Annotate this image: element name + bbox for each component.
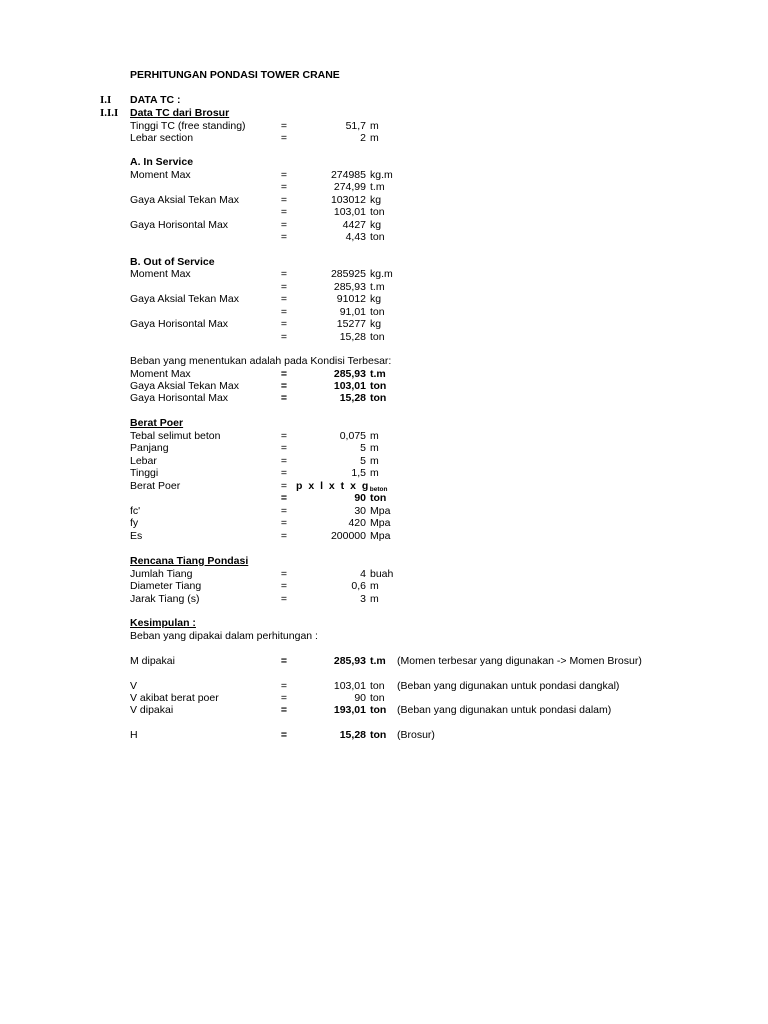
row-value: 420 — [348, 517, 366, 529]
row-value: 51,7 — [345, 120, 366, 132]
section-header — [0, 94, 768, 107]
row-unit: m — [370, 593, 379, 605]
row-label: Lebar section — [130, 132, 194, 144]
row-value: 15,28 — [339, 729, 366, 741]
data-row — [0, 331, 768, 344]
row-unit: t.m — [370, 281, 385, 293]
row-unit: t.m — [370, 181, 385, 193]
equals-sign: = — [280, 692, 288, 704]
row-label: Tinggi TC (free standing) — [130, 120, 246, 132]
document-title: PERHITUNGAN PONDASI TOWER CRANE — [130, 69, 340, 81]
data-row — [0, 593, 768, 606]
data-row — [0, 517, 768, 530]
in-service-heading: A. In Service — [130, 156, 194, 168]
row-value: 103,01 — [333, 380, 366, 392]
equals-sign: = — [280, 729, 288, 741]
row-unit: m — [370, 455, 379, 467]
row-label: Gaya Horisontal Max — [130, 219, 229, 231]
row-value: 2 — [360, 132, 366, 144]
data-row — [0, 181, 768, 194]
row-value: 90 — [354, 692, 366, 704]
row-unit: t.m — [370, 655, 386, 667]
row-unit: kg.m — [370, 169, 393, 181]
equals-sign: = — [280, 680, 288, 692]
row-value: 15277 — [336, 318, 366, 330]
data-row — [0, 467, 768, 480]
row-value: 90 — [354, 492, 366, 504]
terbesar-intro: Beban yang menentukan adalah pada Kondisi Terbesar: — [130, 355, 392, 367]
row-value: 285925 — [330, 268, 366, 280]
row-label: Moment Max — [130, 268, 191, 280]
row-value: 15,28 — [339, 331, 366, 343]
row-unit: ton — [370, 729, 387, 741]
equals-sign: = — [280, 442, 288, 454]
row-unit: m — [370, 442, 379, 454]
equals-sign: = — [280, 455, 288, 467]
tiang-heading-row — [0, 555, 768, 568]
in-service-heading-row — [0, 156, 768, 169]
row-label: Jumlah Tiang — [130, 568, 193, 580]
row-value: 91012 — [336, 293, 366, 305]
subsection-label: Data TC dari Brosur — [130, 107, 230, 119]
row-note: (Brosur) — [397, 729, 435, 741]
row-value: 200000 — [330, 530, 366, 542]
equals-sign: = — [280, 206, 288, 218]
row-label: Jarak Tiang (s) — [130, 593, 200, 605]
terbesar-intro-row — [0, 355, 768, 368]
row-unit: ton — [370, 704, 387, 716]
row-label: fc' — [130, 505, 141, 517]
row-unit: kg — [370, 219, 382, 231]
equals-sign: = — [280, 380, 288, 392]
row-value: 193,01 — [333, 704, 366, 716]
row-value: 103,01 — [333, 680, 366, 692]
equals-sign: = — [280, 293, 288, 305]
data-row — [0, 293, 768, 306]
kesimpulan-heading-row — [0, 617, 768, 630]
row-value: 4,43 — [345, 231, 366, 243]
section-label: DATA TC : — [130, 94, 181, 106]
equals-sign: = — [280, 368, 288, 380]
equals-sign: = — [280, 132, 288, 144]
m-dipakai-row — [0, 655, 768, 668]
equals-sign: = — [280, 704, 288, 716]
row-unit: ton — [370, 206, 385, 218]
section-number: I.I — [100, 94, 112, 106]
row-label: Diameter Tiang — [130, 580, 202, 592]
kesimpulan-heading: Kesimpulan : — [130, 617, 196, 629]
row-value: 1,5 — [351, 467, 366, 479]
title-row — [0, 69, 768, 82]
row-value: 0,6 — [351, 580, 366, 592]
data-row — [0, 318, 768, 331]
row-unit: ton — [370, 392, 387, 404]
row-unit: ton — [370, 492, 387, 504]
equals-sign: = — [280, 593, 288, 605]
data-row — [0, 492, 768, 505]
row-value: 5 — [360, 442, 366, 454]
row-unit: kg — [370, 318, 382, 330]
equals-sign: = — [280, 655, 288, 667]
data-row — [0, 132, 768, 145]
row-label: Moment Max — [130, 169, 191, 181]
equals-sign: = — [280, 181, 288, 193]
row-unit: ton — [370, 380, 387, 392]
row-unit: ton — [370, 680, 385, 692]
row-label: Moment Max — [130, 368, 191, 380]
row-unit: kg — [370, 194, 382, 206]
row-note: (Momen terbesar yang digunakan -> Momen Brosur) — [397, 655, 642, 667]
kesimpulan-intro-row — [0, 630, 768, 643]
row-value: 285,93 — [333, 281, 366, 293]
row-value: 5 — [360, 455, 366, 467]
equals-sign: = — [280, 219, 288, 231]
row-label: fy — [130, 517, 139, 529]
equals-sign: = — [280, 530, 288, 542]
data-row — [0, 206, 768, 219]
out-of-service-heading: B. Out of Service — [130, 256, 215, 268]
row-value: 103,01 — [333, 206, 366, 218]
equals-sign: = — [280, 568, 288, 580]
row-unit: Mpa — [370, 505, 391, 517]
row-value: 15,28 — [339, 392, 366, 404]
row-unit: m — [370, 430, 379, 442]
row-unit: ton — [370, 231, 385, 243]
equals-sign: = — [280, 194, 288, 206]
row-value: 30 — [354, 505, 366, 517]
row-unit: Mpa — [370, 530, 391, 542]
equals-sign: = — [280, 430, 288, 442]
row-value: 103012 — [330, 194, 366, 206]
row-unit: m — [370, 120, 379, 132]
row-unit: ton — [370, 692, 385, 704]
equals-sign: = — [280, 517, 288, 529]
row-unit: kg — [370, 293, 382, 305]
row-unit: t.m — [370, 368, 386, 380]
row-unit: ton — [370, 306, 385, 318]
row-value: 285,93 — [333, 368, 366, 380]
row-unit: kg.m — [370, 268, 393, 280]
kesimpulan-intro: Beban yang dipakai dalam perhitungan : — [130, 630, 318, 642]
row-unit: m — [370, 132, 379, 144]
row-label: Es — [130, 530, 143, 542]
row-label: Gaya Horisontal Max — [130, 392, 229, 404]
row-label: Tebal selimut beton — [130, 430, 221, 442]
row-note: (Beban yang digunakan untuk pondasi dalam) — [397, 704, 612, 716]
row-label: Gaya Aksial Tekan Max — [130, 293, 239, 305]
data-row — [0, 530, 768, 543]
equals-sign: = — [280, 268, 288, 280]
equals-sign: = — [280, 306, 288, 318]
row-label: Lebar — [130, 455, 157, 467]
row-label: V akibat berat poer — [130, 692, 219, 704]
row-value: 3 — [360, 593, 366, 605]
equals-sign: = — [280, 169, 288, 181]
tiang-heading: Rencana Tiang Pondasi — [130, 555, 249, 567]
equals-sign: = — [280, 231, 288, 243]
row-label: Berat Poer — [130, 480, 181, 492]
equals-sign: = — [280, 120, 288, 132]
row-value: 274,99 — [333, 181, 366, 193]
row-label: M dipakai — [130, 655, 175, 667]
data-row — [0, 231, 768, 244]
row-label: Tinggi — [130, 467, 159, 479]
berat-poer-heading-row — [0, 417, 768, 430]
row-label: H — [130, 729, 138, 741]
berat-poer-formula: p x l x t x $g_{beton}$ — [296, 480, 388, 493]
row-note: (Beban yang digunakan untuk pondasi dangkal) — [397, 680, 620, 692]
equals-sign: = — [280, 580, 288, 592]
equals-sign: = — [280, 505, 288, 517]
berat-poer-heading: Berat Poer — [130, 417, 184, 429]
h-row — [0, 729, 768, 742]
row-label: Gaya Aksial Tekan Max — [130, 380, 239, 392]
data-row — [0, 442, 768, 455]
row-label: Gaya Horisontal Max — [130, 318, 229, 330]
row-value: 4 — [360, 568, 366, 580]
equals-sign: = — [280, 392, 288, 404]
equals-sign: = — [280, 480, 288, 492]
row-unit: Mpa — [370, 517, 391, 529]
row-label: Gaya Aksial Tekan Max — [130, 194, 239, 206]
row-unit: buah — [370, 568, 394, 580]
row-value: 0,075 — [339, 430, 366, 442]
row-label: Panjang — [130, 442, 169, 454]
row-value: 91,01 — [339, 306, 366, 318]
v-dipakai-row — [0, 704, 768, 717]
row-value: 285,93 — [333, 655, 366, 667]
subsection-number: I.I.I — [100, 107, 119, 119]
data-row — [0, 580, 768, 593]
subsection-header — [0, 107, 768, 120]
row-unit: ton — [370, 331, 385, 343]
equals-sign: = — [280, 492, 288, 504]
data-row — [0, 392, 768, 405]
row-unit: m — [370, 467, 379, 479]
equals-sign: = — [280, 467, 288, 479]
row-value: 4427 — [342, 219, 366, 231]
row-label: V — [130, 680, 138, 692]
row-value: 274985 — [330, 169, 366, 181]
data-row — [0, 268, 768, 281]
row-unit: m — [370, 580, 379, 592]
equals-sign: = — [280, 331, 288, 343]
equals-sign: = — [280, 281, 288, 293]
row-label: V dipakai — [130, 704, 174, 716]
equals-sign: = — [280, 318, 288, 330]
